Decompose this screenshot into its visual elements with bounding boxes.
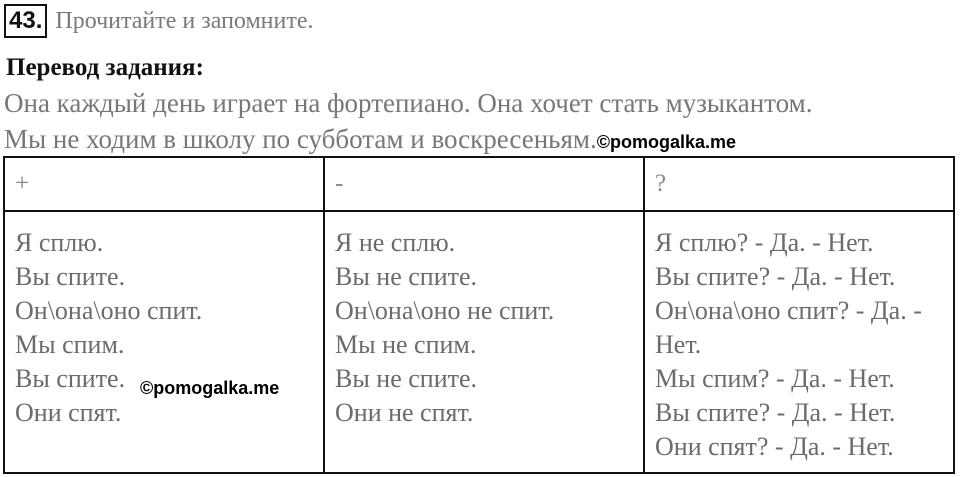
list-item: Вы спите.: [15, 364, 126, 393]
list-item: Он\она\оно не спит.: [335, 296, 555, 325]
translation-line-1: Она каждый день играет на фортепиано. Она хочет стать музыкантом.: [4, 88, 813, 118]
list-item: Он\она\оно спит.: [15, 296, 203, 325]
affirmative-cell: [4, 211, 324, 473]
list-item: Они спят? - Да. - Нет.: [655, 432, 894, 461]
list-item: Мы не спим.: [335, 330, 477, 359]
header-question: ?: [644, 157, 954, 211]
conjugation-table: [3, 156, 955, 474]
watermark: ©pomogalka.me: [596, 132, 737, 152]
list-item: Он\она\оно спит? - Да. - Нет.: [655, 296, 922, 359]
task-instruction: Прочитайте и запомните.: [55, 7, 314, 34]
list-item: Вы спите? - Да. - Нет.: [655, 262, 896, 291]
list-item: Вы не спите.: [335, 364, 478, 393]
translation-line-2: [4, 124, 736, 155]
task-heading: [4, 4, 313, 38]
list-item: Они спят.: [15, 398, 122, 427]
list-item: Я сплю? - Да. - Нет.: [655, 228, 874, 257]
header-affirmative: +: [4, 157, 324, 211]
negative-cell: [324, 211, 644, 473]
list-item: Вы спите? - Да. - Нет.: [655, 398, 896, 427]
task-number: 43.: [4, 4, 47, 38]
list-item: Я не сплю.: [335, 228, 456, 257]
header-negative: -: [324, 157, 644, 211]
question-cell: [644, 211, 954, 473]
list-item: Мы спим.: [15, 330, 125, 359]
list-item: Вы спите.: [15, 262, 126, 291]
list-item: Я сплю.: [15, 228, 104, 257]
list-item: Они не спят.: [335, 398, 474, 427]
table-header-row: [4, 157, 954, 211]
translation-title: Перевод задания:: [6, 54, 204, 81]
watermark-table: ©pomogalka.me: [140, 378, 280, 398]
table-row: [4, 211, 954, 473]
translation-line-2-text: Мы не ходим в школу по субботам и воскресеньям.: [4, 124, 597, 154]
list-item: Вы не спите.: [335, 262, 478, 291]
list-item: Мы спим? - Да. - Нет.: [655, 364, 895, 393]
